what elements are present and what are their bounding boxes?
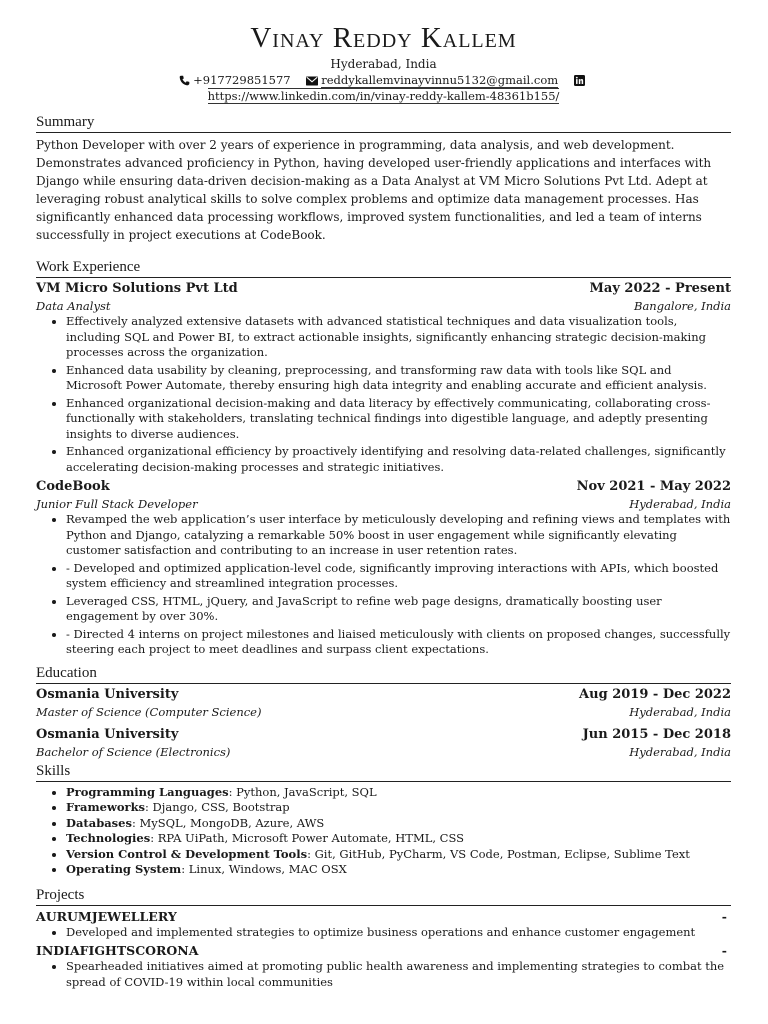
job-dates: Nov 2021 - May 2022 [576,479,731,494]
email-address: reddykallemvinayvinnu5132@gmail.com [321,73,559,87]
project-entry [36,908,731,941]
skill-item [66,816,731,832]
job-dates: May 2022 - Present [589,281,731,296]
skill-item [66,847,731,863]
linkedin-url[interactable]: https://www.linkedin.com/in/vinay-reddy-kallem-48361b155/ [207,89,560,103]
project-header [36,908,731,925]
education-entry [36,726,731,760]
project-entry [36,942,731,990]
skill-label: Databases [66,815,132,830]
education-dates: Jun 2015 - Dec 2018 [582,726,731,742]
summary-section [36,113,731,244]
education-school: Osmania University [36,686,179,702]
skill-value: : MySQL, MongoDB, Azure, AWS [131,815,325,830]
skill-value: : Linux, Windows, MAC OSX [181,862,347,876]
job-entry-vm-micro [36,280,731,475]
skill-item [66,862,731,878]
summary-text: Python Developer with over 2 years of experience in programming, data analysis, and web development. Demonstrates advanced proficiency in Python, having developed user-friendly applications and interfaces with Django while ensuring data-driven decision-making as a Data Analyst at VM Micro Solutions Pvt Ltd. Adept at leveraging robust analytical skills to solve complex problems and optimize data management processes. Has significantly enhanced data processing workflows, improved system functionalities, and led a team of interns successfully in project executions at CodeBook. [36,138,712,242]
resume-page [36,20,731,992]
job-bullet: • - Developed and optimized application-level code, significantly improving interactions with APIs, which boosted system efficiency and streamlined integration processes. [66,561,731,592]
job-company: VM Micro Solutions Pvt Ltd [36,281,238,296]
envelope-icon [306,76,318,86]
education-subheader [36,744,731,760]
skills-list [36,785,731,878]
project-dash: - [721,943,727,958]
skill-value: : Git, GitHub, PyCharm, VS Code, Postman, Eclipse, Sublime Text [307,846,690,861]
project-dash: - [721,908,727,924]
skill-item [66,785,731,801]
project-name: AURUMJEWELLERY [36,908,177,924]
phone-item[interactable] [179,72,290,88]
job-header [36,280,731,298]
resume-header [36,20,731,105]
job-bullet: • Leveraged CSS, HTML, jQuery, and JavaScript to refine web page designs, dramatically boosting user engagement by over 30%. [66,594,731,625]
skill-label: Frameworks [66,800,146,814]
phone-icon [179,75,190,86]
education-school: Osmania University [36,726,179,742]
education-location: Hyderabad, India [629,704,731,719]
project-bullets [36,925,731,941]
job-company: CodeBook [36,479,110,494]
skill-value: : RPA UiPath, Microsoft Power Automate, HTML, CSS [150,831,465,845]
linkedin-icon [574,75,585,86]
job-bullets [36,512,731,658]
skill-item [66,831,731,847]
job-subheader [36,298,731,314]
candidate-location: Hyderabad, India [330,57,437,71]
linkedin-item[interactable] [574,72,588,88]
education-heading: Education [36,664,731,684]
phone-number: +917729851577 [193,73,291,87]
skill-item [66,800,731,816]
skill-label: Version Control & Development Tools [66,846,308,861]
job-bullet: • - Directed 4 interns on project milestones and liaised meticulously with clients on proposed changes, successfully steering each project to meet deadlines and surpass client expectations. [66,627,731,658]
job-role: Junior Full Stack Developer [36,497,198,511]
job-bullet: • Enhanced organizational decision-making and data literacy by effectively communicating, collaborating cross-functionally with stakeholders, translating technical findings into digestible language, and adeptly presenting insights to diverse audiences. [66,396,731,443]
job-bullets [36,314,731,475]
job-entry-codebook [36,478,731,658]
email-item[interactable] [306,72,558,88]
contact-line [36,72,731,88]
project-name: INDIAFIGHTSCORONA [36,943,199,958]
skill-value: : Django, CSS, Bootstrap [145,800,290,814]
skill-label: Technologies [66,831,151,845]
education-header [36,686,731,704]
projects-section [36,886,731,991]
skills-section [36,762,731,878]
job-location: Hyderabad, India [629,497,731,511]
education-location: Hyderabad, India [629,744,731,759]
candidate-name: Vinay Reddy Kallem [250,22,517,54]
job-subheader [36,496,731,512]
summary-heading: Summary [36,113,731,133]
job-bullet: • Enhanced organizational efficiency by proactively identifying and resolving data-related challenges, significantly accelerating decision-making processes and strategic initiatives. [66,444,731,475]
job-bullet: • Enhanced data usability by cleaning, preprocessing, and transforming raw data with tools like SQL and Microsoft Power Automate, thereby ensuring high data integrity and enabling accurate and efficient analysis. [66,363,731,394]
education-section [36,664,731,760]
skill-value: : Python, JavaScript, SQL [228,784,377,799]
education-degree: Master of Science (Computer Science) [36,704,262,719]
work-experience-heading: Work Experience [36,258,731,278]
job-bullet: • Effectively analyzed extensive datasets with advanced statistical techniques and data visualization tools, including SQL and Power BI, to extract actionable insights, significantly enhancing strategic decision-making processes across the organization. [66,314,731,361]
job-location: Bangalore, India [634,299,731,313]
education-entry [36,686,731,720]
job-role: Data Analyst [36,299,111,313]
project-bullet: • Developed and implemented strategies to optimize business operations and enhance customer engagement [66,925,731,941]
project-bullet: • Spearheaded initiatives aimed at promoting public health awareness and implementing strategies to combat the spread of COVID-19 within local communities [66,959,731,990]
skills-heading: Skills [36,762,731,782]
skill-label: Operating System [66,862,182,876]
project-header [36,942,731,959]
education-header [36,726,731,744]
education-degree: Bachelor of Science (Electronics) [36,744,231,759]
job-header [36,478,731,496]
projects-heading: Projects [36,886,731,906]
job-bullet: • Revamped the web application’s user interface by meticulously developing and refining views and templates with Python and Django, catalyzing a remarkable 50% boost in user engagement while significantly elevating customer satisfaction and contributing to an increase in user retention rates. [66,512,731,559]
work-experience-section [36,258,731,658]
education-dates: Aug 2019 - Dec 2022 [579,686,731,702]
education-subheader [36,704,731,720]
skill-label: Programming Languages [66,784,229,799]
project-bullets [36,959,731,990]
linkedin-url-line [36,88,731,105]
